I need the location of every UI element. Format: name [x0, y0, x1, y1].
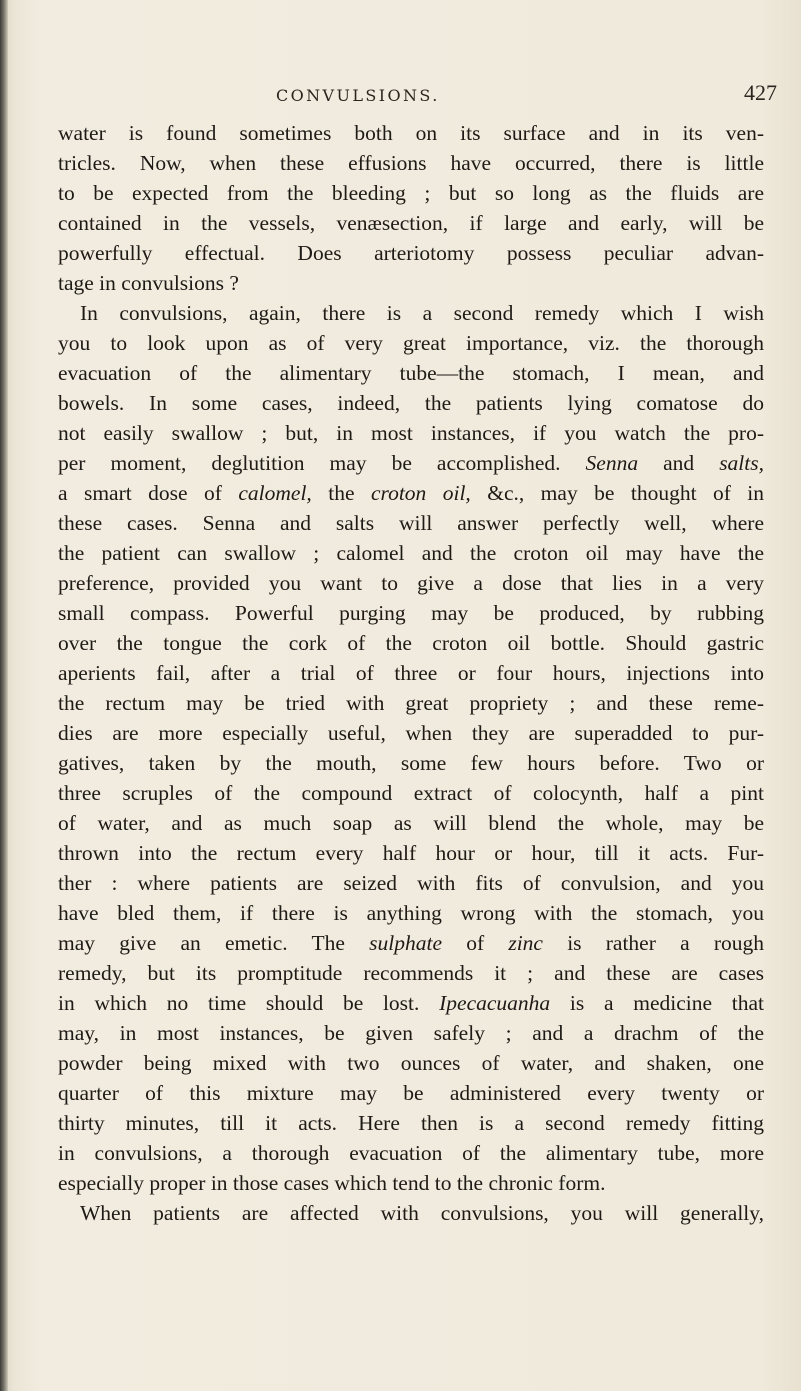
- text-line: [58, 988, 764, 1018]
- text-line: [58, 928, 764, 958]
- text-segment: in which no time should be lost.: [58, 991, 420, 1015]
- text-line: evacuation of the alimentary tube—the stomach, I mean, and: [58, 361, 764, 385]
- paragraph-start-line: When patients are affected with convulsions, you will generally,: [80, 1201, 764, 1225]
- text-segment: of: [466, 931, 485, 955]
- italic-term: salts,: [719, 451, 764, 475]
- running-head: CONVULSIONS.: [276, 86, 440, 105]
- text-line: have bled them, if there is anything wrong with the stomach, you: [58, 901, 764, 925]
- text-line: remedy, but its promptitude recommends it ; and these are cases: [58, 961, 764, 985]
- text-line: the patient can swallow ; calomel and the croton oil may have the: [58, 541, 764, 565]
- text-segment: per moment, deglutition may be accomplished.: [58, 451, 561, 475]
- text-line: in convulsions, a thorough evacuation of the alimentary tube, more: [58, 1141, 764, 1165]
- text-line: aperients fail, after a trial of three or four hours, injections into: [58, 661, 764, 685]
- text-line: tricles. Now, when these effusions have occurred, there is little: [58, 151, 764, 175]
- text-line: dies are more especially useful, when they are superadded to pur-: [58, 721, 764, 745]
- text-line: gatives, taken by the mouth, some few hours before. Two or: [58, 751, 764, 775]
- text-line: to be expected from the bleeding ; but so long as the fluids are: [58, 181, 764, 205]
- text-line: quarter of this mixture may be administered every twenty or: [58, 1081, 764, 1105]
- text-line: preference, provided you want to give a dose that lies in a very: [58, 571, 764, 595]
- italic-term: calomel,: [238, 481, 312, 505]
- text-line: contained in the vessels, venæsection, if large and early, will be: [58, 211, 764, 235]
- text-line: ther : where patients are seized with fits of convulsion, and you: [58, 871, 764, 895]
- text-line: you to look upon as of very great importance, viz. the thorough: [58, 331, 764, 355]
- text-line: powder being mixed with two ounces of water, and shaken, one: [58, 1051, 764, 1075]
- text-line: may, in most instances, be given safely ; and a drachm of the: [58, 1021, 764, 1045]
- text-segment: and: [663, 451, 695, 475]
- text-line: water is found sometimes both on its surface and in its ven-: [58, 121, 764, 145]
- text-segment: is a medicine that: [569, 991, 765, 1015]
- text-line: of water, and as much soap as will blend the whole, may be: [58, 811, 764, 835]
- text-segment: may give an emetic. The: [58, 931, 345, 955]
- text-line: the rectum may be tried with great propriety ; and these reme-: [58, 691, 764, 715]
- page-number: 427: [744, 80, 777, 105]
- text-line: not easily swallow ; but, in most instances, if you watch the pro-: [58, 421, 764, 445]
- text-line: small compass. Powerful purging may be produced, by rubbing: [58, 601, 764, 625]
- text-line: [58, 478, 764, 508]
- text-line: these cases. Senna and salts will answer perfectly well, where: [58, 511, 764, 535]
- text-line: especially proper in those cases which tend to the chronic form.: [58, 1171, 606, 1195]
- text-segment: &c., may be thought of in: [487, 481, 765, 505]
- italic-term: sulphate: [369, 931, 442, 955]
- text-segment: is rather a rough: [567, 931, 765, 955]
- text-line: over the tongue the cork of the croton oil bottle. Should gastric: [58, 631, 764, 655]
- paragraph-start-line: In convulsions, again, there is a second remedy which I wish: [80, 301, 764, 325]
- italic-term: Senna: [585, 451, 639, 475]
- text-line: thirty minutes, till it acts. Here then is a second remedy fitting: [58, 1111, 764, 1135]
- page-spine-shadow: [0, 0, 8, 1391]
- italic-term: Ipecacuanha: [439, 991, 551, 1015]
- text-line: powerfully effectual. Does arteriotomy possess peculiar advan-: [58, 241, 764, 265]
- text-segment: the: [328, 481, 355, 505]
- italic-term: zinc: [508, 931, 543, 955]
- text-line: tage in convulsions ?: [58, 271, 239, 295]
- text-line: three scruples of the compound extract of colocynth, half a pint: [58, 781, 764, 805]
- text-line: [58, 448, 764, 478]
- text-segment: a smart dose of: [58, 481, 222, 505]
- page-header: [0, 80, 801, 110]
- italic-term: croton oil,: [370, 481, 471, 505]
- text-line: bowels. In some cases, indeed, the patients lying comatose do: [58, 391, 764, 415]
- text-line: thrown into the rectum every half hour or hour, till it acts. Fur-: [58, 841, 764, 865]
